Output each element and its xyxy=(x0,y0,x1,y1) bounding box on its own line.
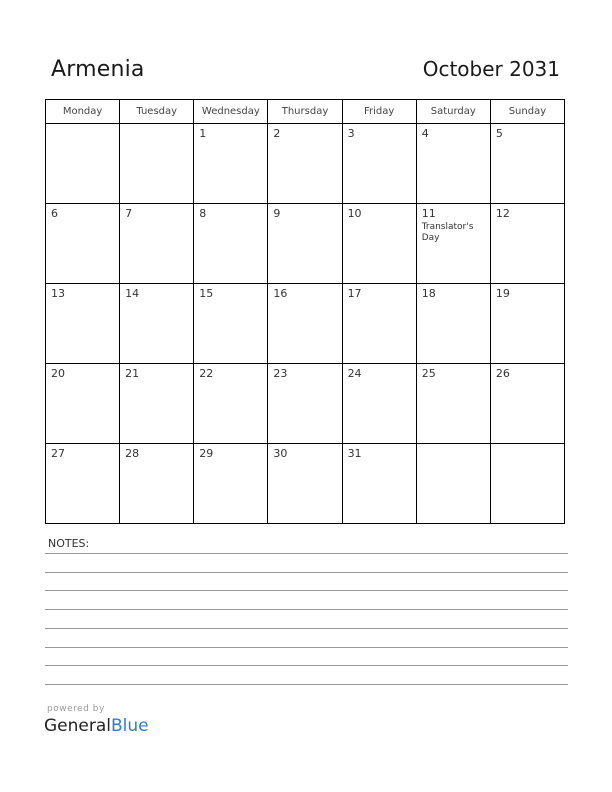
day-cell xyxy=(46,124,120,204)
day-cell xyxy=(268,444,342,524)
weekday-monday: Monday xyxy=(46,100,120,124)
calendar-week-row xyxy=(46,204,565,284)
calendar-week-row xyxy=(46,364,565,444)
day-number: 27 xyxy=(51,447,65,460)
day-cell xyxy=(120,364,194,444)
day-number: 19 xyxy=(495,287,510,300)
day-number: 8 xyxy=(199,207,207,220)
brand-general: General xyxy=(44,716,111,736)
day-cell xyxy=(194,364,268,444)
day-cell xyxy=(268,204,342,284)
day-number: 11 xyxy=(421,207,436,220)
day-number: 22 xyxy=(199,367,214,380)
day-number: 18 xyxy=(421,287,436,300)
day-number: 5 xyxy=(495,127,503,140)
weekday-saturday: Saturday xyxy=(416,100,490,124)
day-cell xyxy=(342,204,416,284)
brand-logo xyxy=(44,716,149,736)
day-number: 29 xyxy=(199,447,214,460)
day-cell xyxy=(194,204,268,284)
day-cell xyxy=(268,284,342,364)
calendar-body xyxy=(46,124,565,524)
day-number: 28 xyxy=(125,447,140,460)
day-number: 6 xyxy=(51,207,58,220)
calendar-week-row xyxy=(46,284,565,364)
day-number: 30 xyxy=(273,447,288,460)
day-cell xyxy=(194,284,268,364)
note-line xyxy=(45,684,568,685)
month-year-title: October 2031 xyxy=(422,57,560,81)
holiday-label: Translator's Day xyxy=(421,222,474,243)
day-number: 10 xyxy=(347,207,362,220)
note-line xyxy=(45,628,568,629)
day-cell xyxy=(342,284,416,364)
note-line xyxy=(45,590,568,591)
day-cell xyxy=(268,364,342,444)
day-cell xyxy=(490,444,564,524)
day-number: 1 xyxy=(199,127,207,140)
weekday-wednesday: Wednesday xyxy=(194,100,268,124)
calendar-grid xyxy=(45,99,565,524)
day-cell xyxy=(490,364,564,444)
day-cell xyxy=(46,204,120,284)
day-cell xyxy=(120,204,194,284)
note-line xyxy=(45,609,568,610)
note-line xyxy=(45,665,568,666)
day-cell xyxy=(416,444,490,524)
day-number: 12 xyxy=(495,207,510,220)
day-cell xyxy=(268,124,342,204)
day-number: 24 xyxy=(347,367,362,380)
day-cell xyxy=(46,444,120,524)
day-number: 16 xyxy=(273,287,288,300)
day-cell xyxy=(416,284,490,364)
day-number: 21 xyxy=(125,367,140,380)
day-cell xyxy=(46,284,120,364)
day-number: 13 xyxy=(51,287,65,300)
day-cell xyxy=(120,284,194,364)
day-cell xyxy=(416,204,490,284)
day-number: 15 xyxy=(199,287,214,300)
day-number: 17 xyxy=(347,287,362,300)
day-cell xyxy=(342,444,416,524)
note-line xyxy=(45,647,568,648)
day-cell xyxy=(416,124,490,204)
day-number: 9 xyxy=(273,207,281,220)
weekday-thursday: Thursday xyxy=(268,100,342,124)
day-number: 26 xyxy=(495,367,510,380)
country-title: Armenia xyxy=(51,57,145,82)
powered-by-text: powered by xyxy=(47,704,105,714)
day-cell xyxy=(490,124,564,204)
day-number: 4 xyxy=(421,127,429,140)
day-cell xyxy=(194,444,268,524)
day-cell xyxy=(416,364,490,444)
calendar-week-row xyxy=(46,124,565,204)
day-number: 3 xyxy=(347,127,355,140)
calendar-week-row xyxy=(46,444,565,524)
day-number: 31 xyxy=(347,447,362,460)
notes-label: NOTES: xyxy=(48,537,90,550)
note-line xyxy=(45,553,568,554)
note-line xyxy=(45,572,568,573)
day-cell xyxy=(120,444,194,524)
day-cell xyxy=(342,124,416,204)
day-cell xyxy=(120,124,194,204)
weekday-friday: Friday xyxy=(342,100,416,124)
day-cell xyxy=(490,284,564,364)
day-number: 2 xyxy=(273,127,281,140)
day-number: 23 xyxy=(273,367,288,380)
day-number: 20 xyxy=(51,367,65,380)
brand-blue: Blue xyxy=(111,716,149,736)
weekday-sunday: Sunday xyxy=(490,100,564,124)
weekday-tuesday: Tuesday xyxy=(120,100,194,124)
day-cell xyxy=(490,204,564,284)
day-number: 25 xyxy=(421,367,436,380)
day-number: 7 xyxy=(125,207,133,220)
day-number: 14 xyxy=(125,287,140,300)
day-cell xyxy=(342,364,416,444)
day-cell xyxy=(46,364,120,444)
day-cell xyxy=(194,124,268,204)
weekday-header-row xyxy=(46,100,565,124)
